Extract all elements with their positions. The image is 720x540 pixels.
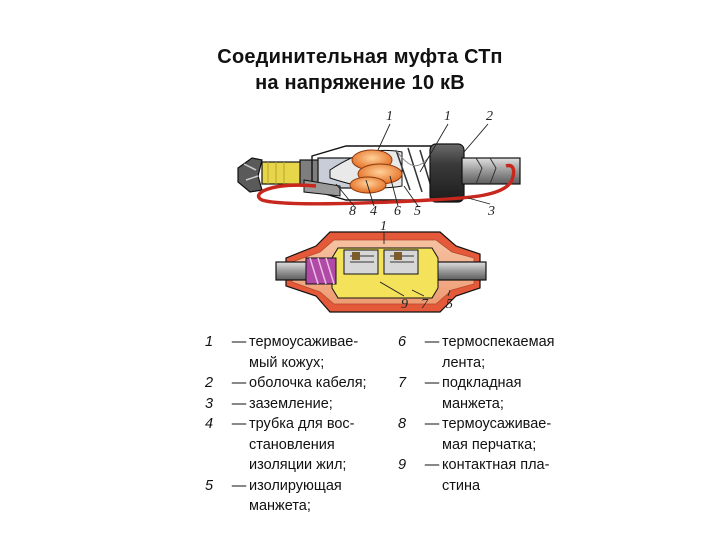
label-bottom-1: 1: [380, 219, 387, 234]
label-top-3: 3: [488, 204, 495, 219]
top-figure: [238, 144, 520, 204]
legend-num: 3: [205, 395, 214, 412]
legend-text-cont: стина: [442, 477, 481, 494]
legend-item-4: [205, 414, 367, 435]
legend-item-3: [205, 394, 367, 415]
bottom-figure: [276, 232, 486, 312]
legend-text: термоусаживае-: [442, 416, 552, 432]
label-top-6: 6: [394, 204, 401, 219]
label-top-1b: 1: [444, 109, 451, 124]
legend-num: 9: [398, 457, 407, 473]
legend-left: [205, 332, 367, 517]
legend-dash: —: [424, 457, 440, 473]
label-bottom-5: 5: [446, 297, 453, 312]
label-top-5: 5: [414, 204, 421, 219]
label-top-4: 4: [370, 204, 377, 219]
outer-sleeve: [430, 144, 464, 202]
legend-num: 2: [205, 375, 214, 391]
legend-right: [398, 332, 554, 496]
conductor-tip: [238, 158, 262, 192]
legend-item-9: [398, 455, 554, 476]
legend-item-1: [205, 332, 367, 353]
legend-item-6: [398, 332, 554, 353]
legend-text-cont: изоляции жил;: [249, 457, 347, 473]
legend-text: термоусаживае-: [249, 334, 359, 350]
label-top-1a: 1: [386, 109, 393, 124]
legend-dash: —: [231, 477, 247, 494]
legend-text: термоспекаемая: [442, 334, 555, 350]
label-top-2: 2: [486, 109, 493, 124]
legend-num: 6: [398, 334, 407, 350]
legend-text: заземление;: [249, 395, 333, 412]
legend-text-cont: становления: [249, 436, 335, 453]
legend-text: оболочка кабеля;: [249, 375, 367, 391]
legend-text-cont: лента;: [442, 354, 486, 371]
legend-item-8: [398, 414, 554, 435]
legend-dash: —: [424, 416, 440, 432]
legend-dash: —: [424, 334, 440, 350]
legend-text: трубка для вос-: [249, 416, 355, 432]
legend-dash: —: [231, 375, 247, 391]
legend-dash: —: [231, 395, 247, 412]
legend-num: 5: [205, 477, 214, 494]
legend-text-cont: манжета;: [442, 395, 504, 412]
legend-item-7: [398, 373, 554, 394]
legend-text: контактная пла-: [442, 457, 550, 473]
legend-text: подкладная: [442, 375, 522, 391]
legend-item-5: [205, 476, 367, 497]
label-bottom-9: 9: [401, 297, 408, 312]
legend-text-cont: мая перчатка;: [442, 436, 537, 453]
legend-dash: —: [231, 416, 247, 432]
legend-text-cont: мый кожух;: [249, 354, 325, 371]
legend-dash: —: [231, 334, 247, 350]
legend-dash: —: [424, 375, 440, 391]
legend-num: 1: [205, 334, 214, 350]
legend-num: 7: [398, 375, 407, 391]
legend-item-2: [205, 373, 367, 394]
label-bottom-7: 7: [421, 297, 428, 312]
legend-num: 8: [398, 416, 407, 432]
diagram-title-line2: на напряжение 10 кВ: [255, 72, 465, 94]
diagram-title-line1: Соединительная муфта СТп: [217, 46, 503, 68]
legend-num: 4: [205, 416, 214, 432]
legend-text: изолирующая: [249, 477, 342, 494]
label-top-8: 8: [349, 204, 356, 219]
legend-text-cont: манжета;: [249, 498, 311, 514]
